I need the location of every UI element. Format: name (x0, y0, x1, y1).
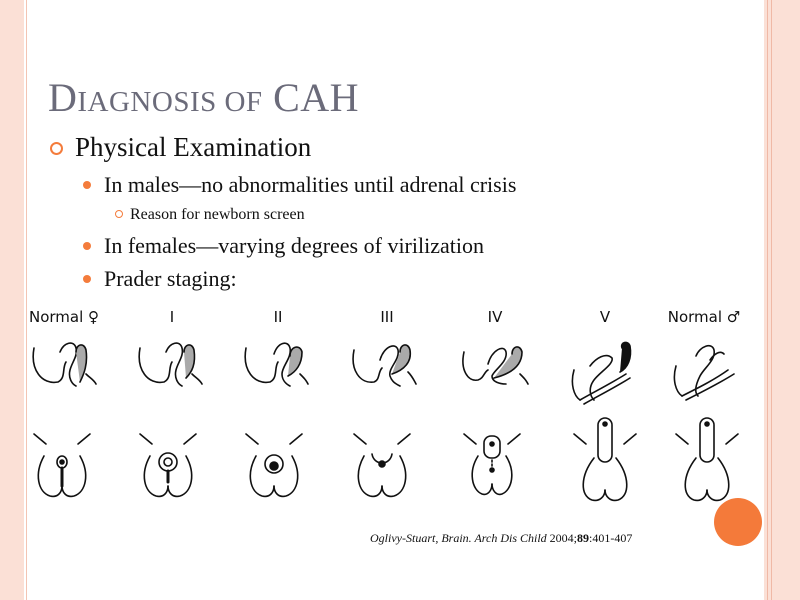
bullet-ring-icon (115, 210, 123, 218)
citation-volume: 89 (577, 531, 590, 545)
stage-label-i: I (169, 308, 175, 326)
stage-label-normal-male: Normal ♂ (667, 308, 741, 326)
bullet-prader-staging: Prader staging: (104, 266, 237, 291)
bullet-dot-icon (83, 242, 91, 250)
sagittal-stage-ii (245, 343, 308, 386)
frontal-stage-v (574, 418, 636, 500)
bullet-physical-examination: Physical Examination (75, 132, 312, 162)
stage-label-iii: III (380, 308, 394, 326)
decorative-orange-circle (714, 498, 762, 546)
bullet-ring-icon (50, 142, 63, 155)
sagittal-normal-female (33, 343, 96, 386)
stage-label-v: V (599, 308, 611, 326)
prader-staging-figure (22, 300, 762, 520)
left-border-band (0, 0, 24, 600)
sagittal-stage-i (139, 343, 202, 386)
right-border-band (764, 0, 800, 600)
slide-title: DIAGNOSIS OF CAH (48, 75, 360, 120)
bullet-dot-icon (83, 181, 91, 189)
citation (370, 531, 632, 546)
sagittal-stage-iii (353, 345, 416, 386)
sagittal-stage-v (572, 342, 630, 404)
stage-labels (29, 308, 740, 326)
bullet-dot-icon (83, 275, 91, 283)
sagittal-normal-male (674, 346, 734, 400)
citation-year: 2004; (549, 531, 578, 545)
bullet-females: In females—varying degrees of virilization (104, 233, 484, 258)
stage-label-normal-female: Normal ♀ (28, 308, 100, 326)
stage-label-ii: II (273, 308, 283, 326)
right-border-line (767, 0, 768, 600)
citation-authors-journal: Oglivy-Stuart, Brain. Arch Dis Child (370, 531, 547, 545)
sagittal-stage-iv (463, 347, 528, 384)
bullet-males: In males—no abnormalities until adrenal crisis (104, 172, 517, 197)
frontal-stage-iii (354, 434, 410, 496)
frontal-normal-female (34, 434, 90, 496)
bullet-newborn-screen: Reason for newborn screen (130, 206, 305, 223)
frontal-stage-ii (246, 434, 302, 496)
stage-label-iv: IV (487, 308, 503, 326)
frontal-normal-male (676, 418, 738, 500)
frontal-stage-i (140, 434, 196, 496)
citation-pages: :401-407 (589, 531, 633, 545)
frontal-stage-iv (464, 434, 520, 494)
right-border-line (771, 0, 772, 600)
